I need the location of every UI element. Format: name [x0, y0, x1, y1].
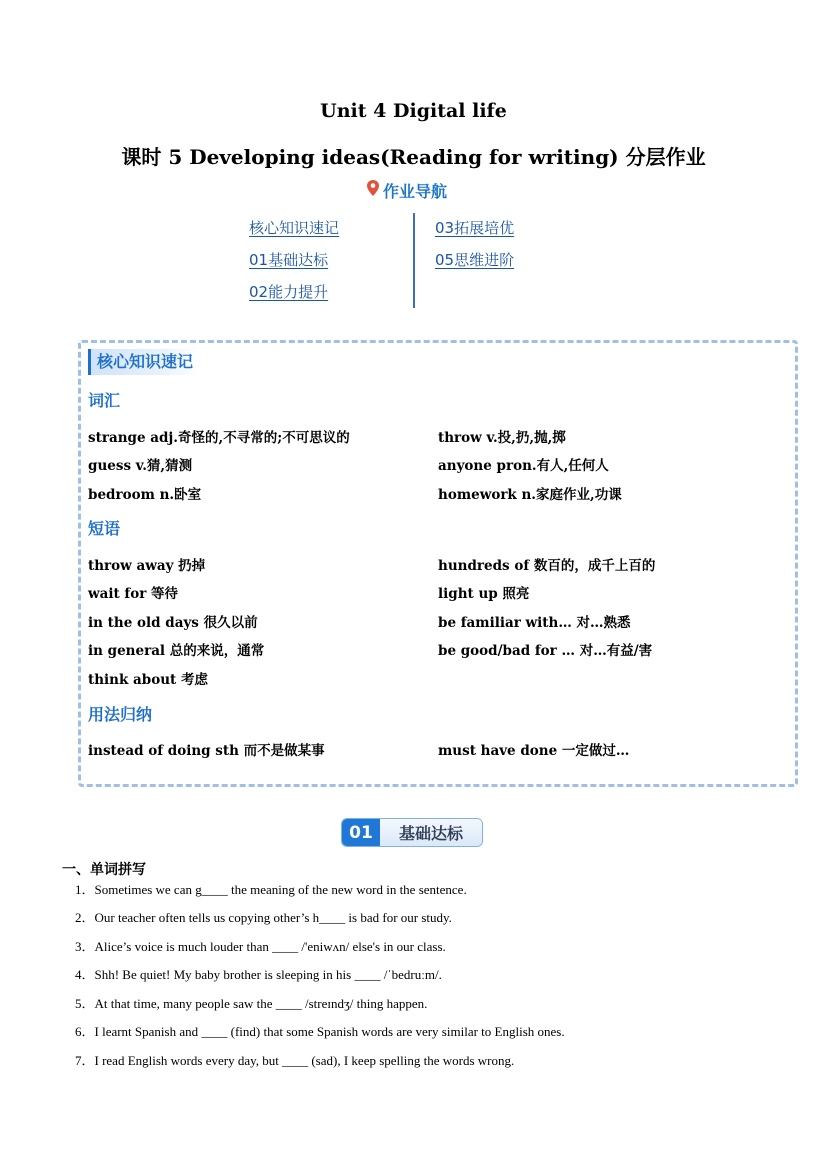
question-item: 6．I learnt Spanish and ____ (find) that some Spanish words are very similar to English ones.: [75, 1024, 565, 1039]
nav-heading-text: 作业导航: [383, 181, 448, 201]
phrase-item: hundreds of 数百的，成千上百的: [438, 558, 656, 574]
vocab-item: guess v.猜,猜测: [88, 458, 193, 474]
question-item: 4．Shh! Be quiet! My baby brother is sleeping in his ____ /ˈbedruːm/.: [75, 967, 442, 982]
page-title: Unit 4 Digital life: [320, 100, 507, 122]
phrase-item: light up 照亮: [438, 586, 530, 602]
phrase-item: wait for 等待: [88, 586, 179, 602]
usage-heading: 用法归纳: [88, 705, 153, 724]
phrase-item: in the old days 很久以前: [88, 615, 258, 631]
vocab-item: homework n.家庭作业,功课: [438, 487, 622, 503]
badge-label: 基础达标: [380, 819, 482, 846]
nav-link-03-extension[interactable]: 03拓展培优: [435, 219, 515, 237]
usage-item: instead of doing sth 而不是做某事: [88, 743, 325, 759]
nav-link-05-thinking[interactable]: 05思维进阶: [435, 251, 515, 269]
nav-link-01-basic[interactable]: 01基础达标: [249, 251, 329, 269]
vocab-item: strange adj.奇怪的,不寻常的;不可思议的: [88, 430, 350, 446]
phrase-item: in general 总的来说，通常: [88, 643, 265, 659]
question-item: 7．I read English words every day, but ____ (sad), I keep spelling the words wrong.: [75, 1053, 515, 1068]
knowledge-heading: 核心知识速记: [88, 349, 199, 375]
nav-divider: [413, 213, 415, 308]
phrase-item: be good/bad for … 对…有益/害: [438, 643, 653, 659]
nav-link-core-knowledge[interactable]: 核心知识速记: [249, 219, 340, 237]
usage-item: must have done 一定做过…: [438, 743, 630, 759]
question-item: 3．Alice’s voice is much louder than ____ /'eniwʌn/ else's in our class.: [75, 939, 446, 954]
question-item: 1．Sometimes we can g____ the meaning of the new word in the sentence.: [75, 882, 467, 897]
question-item: 2．Our teacher often tells us copying other’s h____ is bad for our study.: [75, 910, 452, 925]
vocab-item: bedroom n.卧室: [88, 487, 202, 503]
phrase-item: be familiar with… 对…熟悉: [438, 615, 631, 631]
page-subtitle: 课时 5 Developing ideas(Reading for writing) 分层作业: [121, 145, 706, 169]
vocab-item: throw v.投,扔,抛,掷: [438, 430, 566, 446]
vocab-heading: 词汇: [88, 391, 121, 410]
phrase-heading: 短语: [88, 519, 121, 538]
nav-heading: [366, 178, 447, 202]
vocab-item: anyone pron.有人,任何人: [438, 458, 609, 474]
section-01-badge: [341, 818, 483, 847]
location-pin-icon: [366, 179, 380, 201]
phrase-item: think about 考虑: [88, 672, 208, 688]
badge-number: 01: [342, 819, 380, 846]
question-item: 5．At that time, many people saw the ____ /streɪndʒ/ thing happen.: [75, 996, 428, 1011]
phrase-item: throw away 扔掉: [88, 558, 206, 574]
nav-link-02-ability[interactable]: 02能力提升: [249, 283, 329, 301]
part-title: 一、单词拼写: [62, 862, 146, 878]
